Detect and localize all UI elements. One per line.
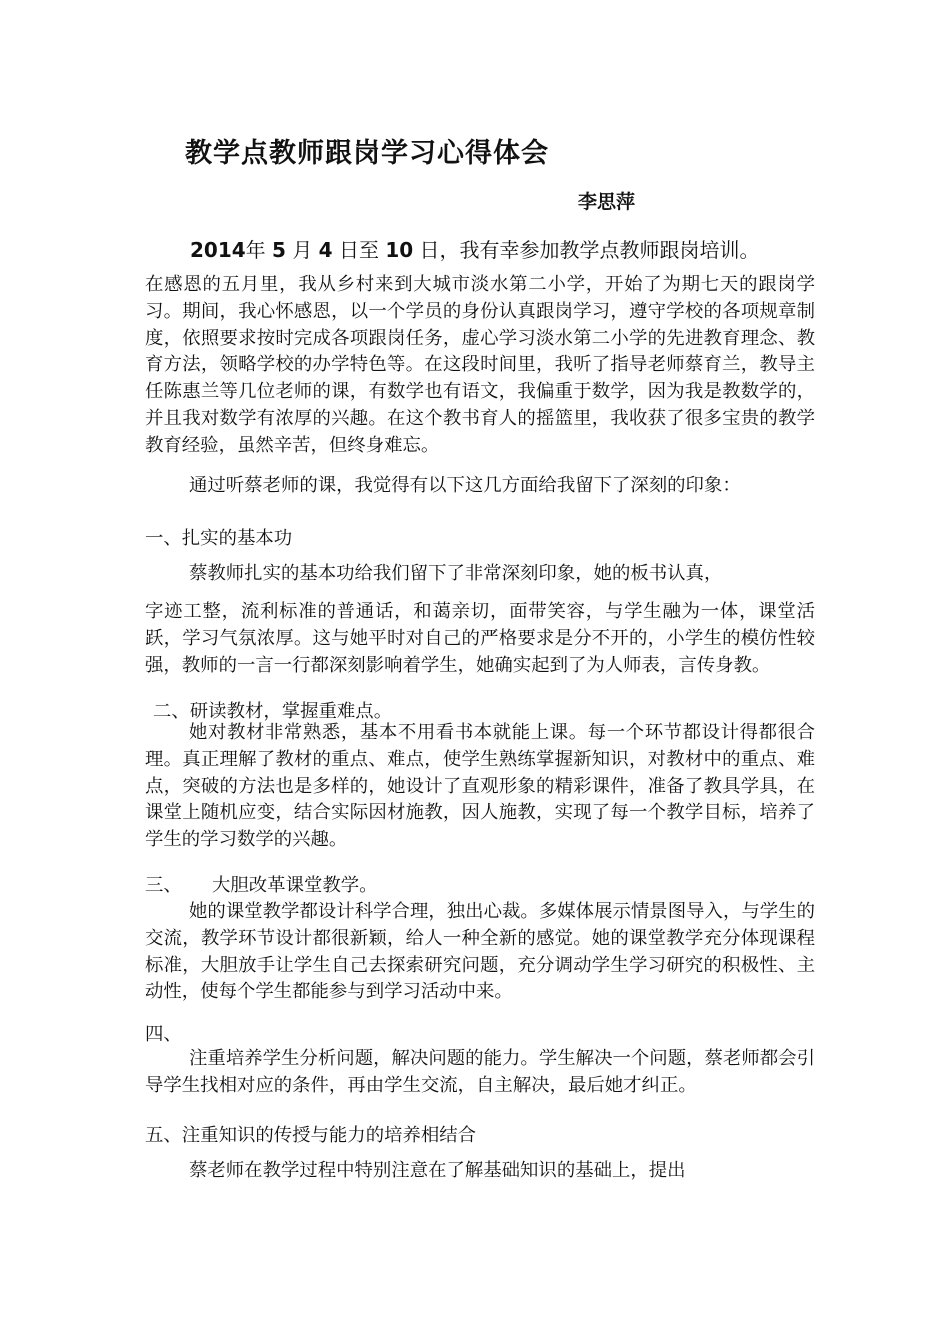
section-heading-5: 五、注重知识的传授与能力的培养相结合 [145, 1125, 477, 1146]
paragraph-3b: 字迹工整，流利标准的普通话，和蔼亲切，面带笑容，与学生融为一体，课堂活跃，学习气氛浓厚。这与她平时对自己的严格要求是分不开的，小学生的模仿性较强，教师的一言一行都深刻影响着学生，她确实起到了为人师表，言传身教。 [145, 601, 815, 676]
section-heading-2: 二、研读教材，掌握重难点。 [153, 701, 393, 722]
paragraph-4: 她对教材非常熟悉，基本不用看书本就能上课。每一个环节都设计得都很合理。真正理解了教材的重点、难点，使学生熟练掌握新知识，对教材中的重点、难点，突破的方法也是多样的，她设计了直观形象的精彩课件，准备了教具学具，在课堂上随机应变，结合实际因材施教，因人施教，实现了每一个教学目标，培养了学生的学习数学的兴趣。 [145, 722, 815, 851]
intro-text-4: 日，我有幸参加教学点教师跟岗培训。 [419, 238, 760, 262]
section-heading-3: 大胆改革课堂教学。 [212, 875, 378, 896]
intro-text-2: 月 [292, 238, 313, 262]
paragraph-7: 蔡老师在教学过程中特别注意在了解基础知识的基础上，提出 [189, 1160, 686, 1181]
paragraph-2: 通过听蔡老师的课，我觉得有以下这几方面给我留下了深刻的印象： [189, 475, 741, 496]
paragraph-5: 她的课堂教学都设计科学合理，独出心裁。多媒体展示情景图导入，与学生的交流，教学环节设计都很新颖，给人一种全新的感觉。她的课堂教学充分体现课程标准，大胆放手让学生自己去探索研究问题，充分调动学生学习研究的积极性、主动性，使每个学生都能参与到学习活动中来。 [145, 901, 815, 1003]
paragraph-1: 在感恩的五月里，我从乡村来到大城市淡水第二小学，开始了为期七天的跟岗学习。期间，我心怀感恩，以一个学员的身份认真跟岗学习，遵守学校的各项规章制度，依照要求按时完成各项跟岗任务，虚心学习淡水第二小学的先进教育理念、教育方法，领略学校的办学特色等。在这段时间里，我听了指导老师蔡育兰，教导主任陈惠兰等几位老师的课，有数学也有语文，我偏重于数学，因为我是教数学的，并且我对数学有浓厚的兴趣。在这个教书育人的摇篮里，我收获了很多宝贵的教学教育经验，虽然辛苦，但终身难忘。 [145, 274, 815, 456]
intro-day-end: 10 [385, 238, 414, 262]
intro-text-3: 日至 [338, 238, 379, 262]
intro-year: 2014 [190, 238, 246, 262]
intro-day-start: 4 [318, 238, 333, 262]
intro-text-1: 年 [245, 238, 266, 262]
paragraph-3a: 蔡教师扎实的基本功给我们留下了非常深刻印象，她的板书认真， [189, 563, 723, 584]
paragraph-6: 注重培养学生分析问题，解决问题的能力。学生解决一个问题，蔡老师都会引导学生找相对应的条件，再由学生交流，自主解决，最后她才纠正。 [145, 1048, 815, 1096]
intro-line [190, 234, 760, 263]
section-heading-1: 一、扎实的基本功 [145, 528, 293, 549]
author-name: 李思萍 [578, 191, 636, 213]
document-title: 教学点教师跟岗学习心得体会 [185, 138, 549, 169]
section-heading-3-number: 三、 [145, 875, 182, 896]
intro-month: 5 [272, 238, 286, 262]
section-heading-4: 四、 [145, 1024, 182, 1045]
